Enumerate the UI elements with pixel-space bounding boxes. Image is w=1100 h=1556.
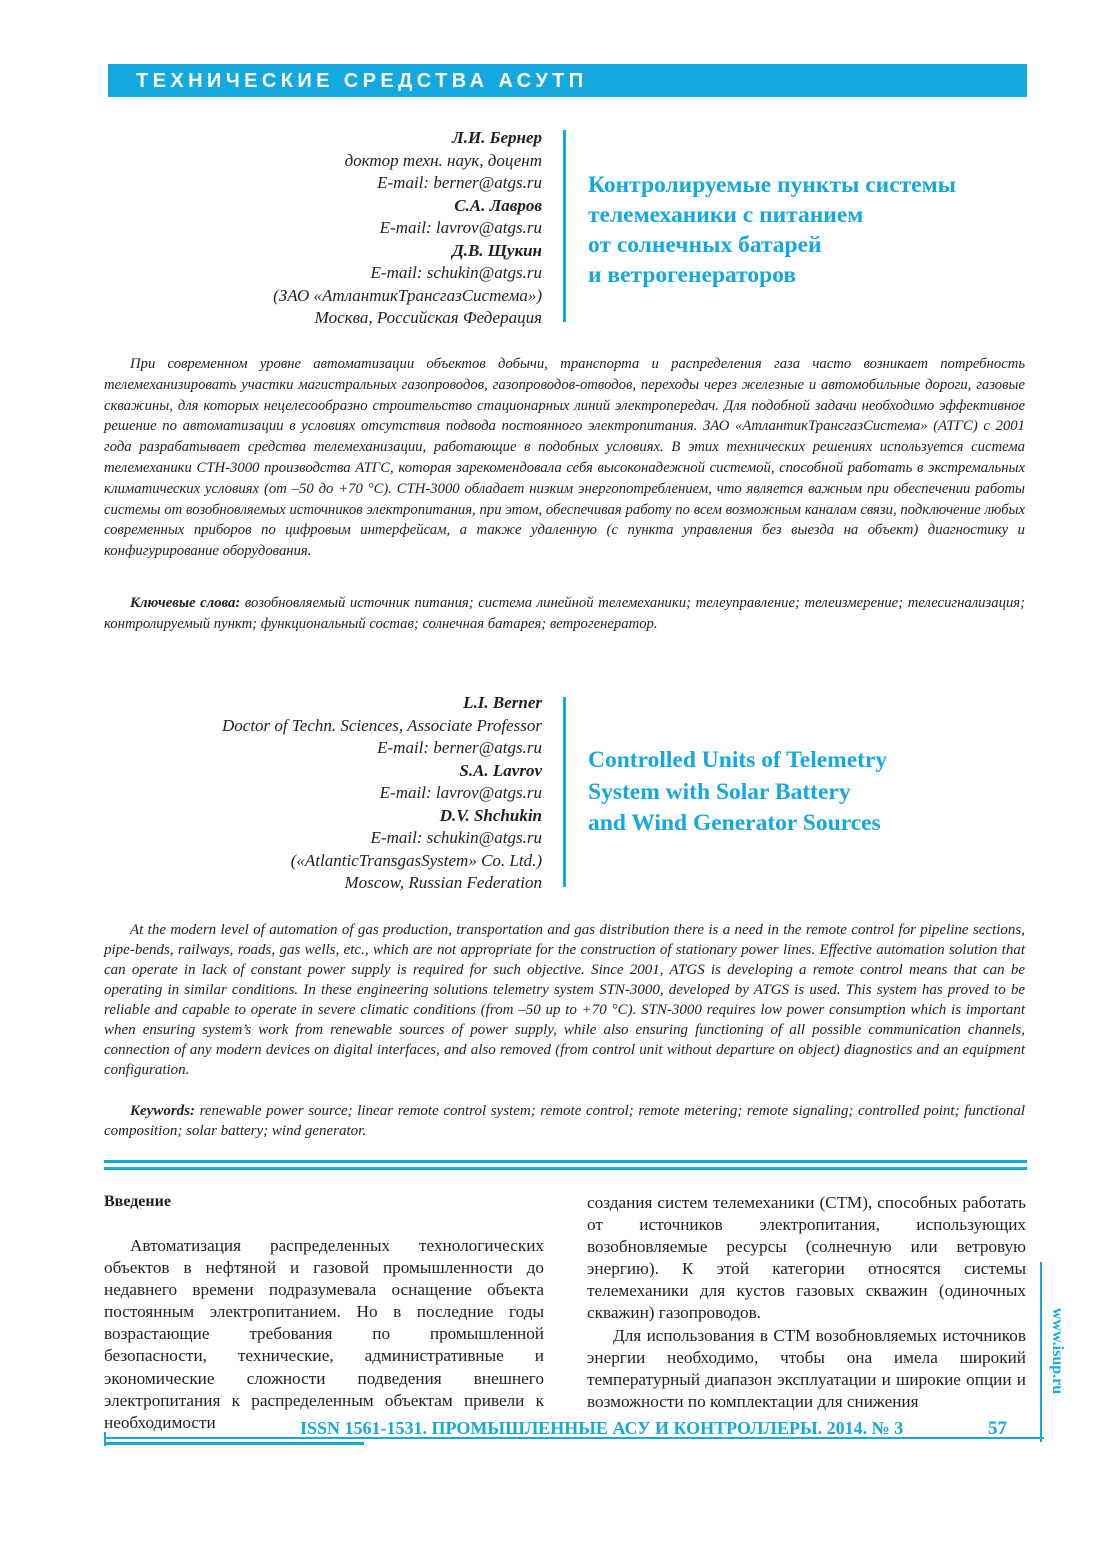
- en-keywords: [104, 1101, 1025, 1141]
- ru-abstract: При современном уровне автоматизации объектов добычи, транспорта и распределения газа часто возникает потребность телемеханизировать участки магистральных газопроводов, газопроводов-отводов, переходы через железные и автомобильные дороги, газовые скважины, для которых нецелесообразно строительство стационарных линий электропередач. Для подобной задачи необходимо эффективное решение по автоматизации в условиях отсутствия подвода постоянного электропитания. ЗАО «АтлантикТрансгазСистема» (АТГС) с 2001 года разрабатывает средства телемеханизации, работающие в подобных условиях. В этих технических решениях используется система телемеханики СТН-3000 производства АТГС, которая зарекомендовала себя высоконадежной системой, способной работать в экстремальных климатических условиях (от –50 до +70 °С). СТН-3000 обладает низким энергопотреблением, что является важным при обеспечении работы системы от возобновляемых источников электропитания, при этом, обеспечивая работу по всем возможным каналам связи, подключение любых современных приборов по цифровым интерфейсам, а также удаленную (с пункта управления без выезда на объект) диагностику и конфигурирование оборудования.: [104, 356, 1025, 560]
- en-article-title: [588, 745, 887, 840]
- ru-title-line: Контролируемые пункты системы: [588, 172, 956, 198]
- section-divider-bottom: [104, 1167, 1027, 1170]
- section-header-title: ТЕХНИЧЕСКИЕ СРЕДСТВА АСУТП: [136, 70, 588, 92]
- side-url: [1047, 1282, 1067, 1422]
- footer-rule-accent: [104, 1442, 364, 1445]
- en-author-email: E-mail: berner@atgs.ru: [377, 738, 542, 757]
- en-title-line: Controlled Units of Telemetry: [588, 747, 888, 773]
- en-keywords-label: Keywords:: [130, 1103, 195, 1119]
- en-affiliation: («AtlanticTransgasSystem» Co. Ltd.): [290, 850, 542, 870]
- footer-rule-tick: [104, 1432, 106, 1446]
- ru-title-divider: [563, 130, 566, 322]
- en-author-name: S.A. Lavrov: [459, 760, 542, 780]
- ru-keywords-text: возобновляемый источник питания; система линейной телемеханики; телеуправление; телеизмерение; телесигнализация; контролируемый пункт; функциональный состав; солнечная батарея; ветрогенератор.: [104, 595, 1026, 632]
- en-author-degree: Doctor of Techn. Sciences, Associate Professor: [222, 715, 542, 735]
- ru-location: Москва, Российская Федерация: [314, 308, 542, 327]
- ru-title-line: и ветрогенераторов: [588, 262, 797, 288]
- ru-keywords-label: Ключевые слова:: [130, 595, 241, 611]
- ru-author-email: E-mail: berner@atgs.ru: [377, 173, 542, 192]
- ru-author-name: Л.И. Бернер: [452, 128, 542, 147]
- section-header-bar: [108, 64, 1027, 97]
- en-location: Moscow, Russian Federation: [344, 873, 542, 892]
- body-left-column: Автоматизация распределенных технологических объектов в нефтяной и газовой промышленности до недавнего времени подразумевала оснащение объекта постоянным электропитанием. Но в последние годы возрастающие требования по промышленной безопасности, технические, административные и экономические сложности подведения внешнего электропитания к распределенным объектам привели к необходимости: [104, 1236, 544, 1432]
- ru-title-line: телемеханики с питанием: [588, 202, 864, 228]
- en-author-name: D.V. Shchukin: [439, 805, 542, 825]
- body-right-paragraph-1: создания систем телемеханики (СТМ), способных работать от источников электропитания, использующих возобновляемые ресурсы (солнечную или ветровую энергию). К этой категории относятся системы телемеханики для кустов газовых скважин (одиночных скважин) газопроводов.: [587, 1193, 1026, 1323]
- intro-heading: Введение: [104, 1193, 171, 1210]
- ru-author-email: E-mail: schukin@atgs.ru: [370, 263, 542, 282]
- ru-title-line: от солнечных батарей: [588, 232, 822, 258]
- ru-article-title: [588, 170, 956, 290]
- footer-journal-info: ISSN 1561-1531. ПРОМЫШЛЕННЫЕ АСУ И КОНТРОЛЛЕРЫ. 2014. № 3: [300, 1418, 904, 1438]
- en-title-line: and Wind Generator Sources: [588, 810, 881, 836]
- en-title-line: System with Solar Battery: [588, 778, 851, 805]
- en-author-email: E-mail: schukin@atgs.ru: [370, 828, 542, 847]
- en-keywords-text: renewable power source; linear remote control system; remote control; remote metering; remote signaling; controlled point; functional composition; solar battery; wind generator.: [104, 1103, 1025, 1139]
- side-divider: [1040, 1262, 1042, 1442]
- en-abstract: At the modern level of automation of gas production, transportation and gas distribution there is a need in the remote control for pipeline sections, pipe-bends, railways, roads, gas wells, etc., which are not appropriate for the construction of stationary power lines. Effective automation solution that can operate in lack of constant power supply is required for such objective. Since 2001, ATGS is developing a remote control means that can be operating in similar conditions. In these engineering solutions telemetry system STN-3000, developed by ATGS is used. This system has proved to be reliable and capable to operate in severe climatic conditions (from –50 up to +70 °С). STN-3000 requires low power consumption which is important when ensuring system’s work from renewable sources of power supply, while also ensuring functioning of all possible communication channels, connection of any modern devices on digital interfaces, and also removed (from control unit without departure on object) diagnostics and an equipment configuration.: [104, 922, 1025, 1078]
- ru-author-email: E-mail: lavrov@atgs.ru: [379, 218, 542, 237]
- en-title-divider: [563, 697, 566, 887]
- section-divider-top: [104, 1160, 1027, 1163]
- ru-keywords: [104, 593, 1025, 634]
- en-authors-block: [150, 692, 542, 895]
- ru-authors-block: [180, 127, 542, 330]
- ru-affiliation: (ЗАО «АтлантикТрансгазСистема»): [273, 285, 542, 305]
- side-url-text: www.isup.ru: [1049, 1307, 1066, 1395]
- page-number: 57: [988, 1418, 1007, 1439]
- ru-author-name: Д.В. Щукин: [452, 240, 542, 260]
- en-author-name: L.I. Berner: [463, 693, 542, 712]
- body-right-paragraph-2: Для использования в СТМ возобновляемых источников энергии необходимо, чтобы она имела широкий температурный диапазон эксплуатации и широкие опции и возможности по комплектации для снижения: [587, 1326, 1026, 1412]
- ru-author-degree: доктор техн. наук, доцент: [344, 150, 542, 170]
- en-author-email: E-mail: lavrov@atgs.ru: [379, 783, 542, 802]
- ru-author-name: С.А. Лавров: [454, 195, 542, 215]
